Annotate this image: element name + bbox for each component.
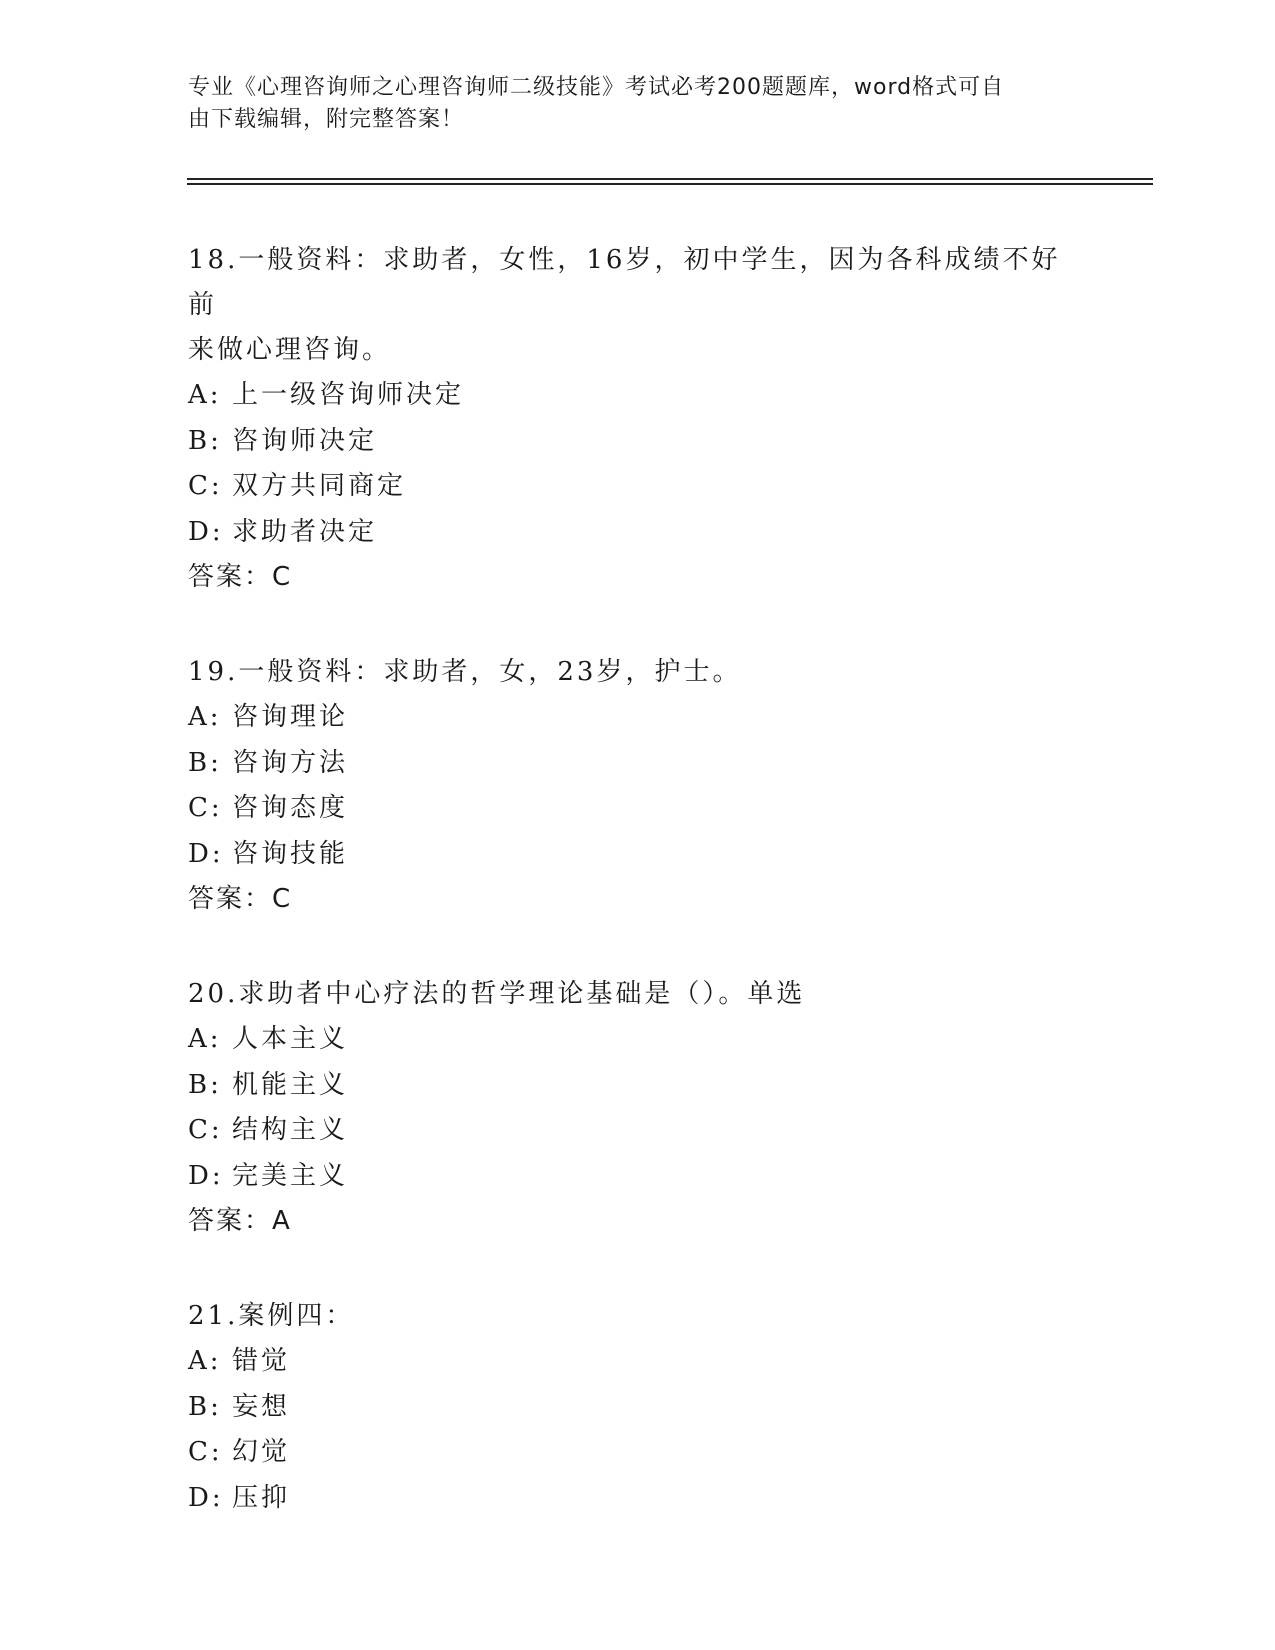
option-a <box>188 1339 1088 1385</box>
question-18 <box>188 238 1088 600</box>
option-label: C: <box>188 471 223 501</box>
document-header <box>188 72 1088 136</box>
option-label: D: <box>188 1482 224 1513</box>
question-19 <box>188 650 1088 922</box>
question-number: 19. <box>188 657 239 687</box>
question-text-line-1: 案例四： <box>238 1301 355 1331</box>
option-label: C: <box>188 1437 223 1467</box>
question-21 <box>188 1294 1088 1521</box>
option-text: 咨询方法 <box>232 747 349 778</box>
option-text: 咨询技能 <box>232 838 349 869</box>
option-c <box>188 786 1088 832</box>
option-b <box>188 1385 1088 1431</box>
option-text: 双方共同商定 <box>232 471 407 501</box>
question-number: 21. <box>188 1301 239 1331</box>
option-c <box>188 1430 1088 1476</box>
answer-prefix: 答案： <box>188 1206 273 1236</box>
option-a <box>188 1017 1088 1063</box>
header-line-2: 由下载编辑，附完整答案！ <box>188 107 465 132</box>
question-text-line-1: 求助者中心疗法的哲学理论基础是（）。单选 <box>238 979 806 1009</box>
answer-prefix: 答案： <box>188 562 273 592</box>
option-c <box>188 464 1088 510</box>
option-label: A: <box>188 380 222 410</box>
header-divider-top <box>187 178 1153 180</box>
question-number: 18. <box>188 245 239 275</box>
option-d <box>188 1154 1088 1200</box>
answer-line <box>188 555 1088 600</box>
option-text: 咨询理论 <box>232 702 349 732</box>
option-label: B: <box>188 425 222 456</box>
option-label: B: <box>188 1069 222 1100</box>
option-text: 人本主义 <box>232 1024 349 1054</box>
option-a <box>188 373 1088 419</box>
option-text: 幻觉 <box>232 1437 291 1467</box>
option-text: 求助者决定 <box>232 516 378 547</box>
option-text: 完美主义 <box>232 1160 349 1191</box>
option-label: A: <box>188 1346 222 1376</box>
question-text-line-1: 一般资料：求助者，女，23岁，护士。 <box>238 657 742 687</box>
option-label: B: <box>188 1391 222 1422</box>
option-c <box>188 1108 1088 1154</box>
answer-value: C <box>272 562 293 592</box>
answer-prefix: 答案： <box>188 884 273 914</box>
option-label: C: <box>188 1115 223 1145</box>
option-text: 压抑 <box>232 1482 291 1513</box>
option-text: 上一级咨询师决定 <box>232 380 465 410</box>
question-text-line-1: 一般资料：求助者，女性，16岁，初中学生，因为各科成绩不好前 <box>188 245 1061 320</box>
question-text-line-2: 来做心理咨询。 <box>188 335 392 365</box>
option-d <box>188 510 1088 556</box>
option-text: 错觉 <box>232 1346 291 1376</box>
option-text: 机能主义 <box>232 1069 349 1100</box>
option-text: 咨询态度 <box>232 793 349 823</box>
header-divider-bottom <box>187 183 1153 185</box>
option-label: C: <box>188 793 223 823</box>
option-text: 结构主义 <box>232 1115 349 1145</box>
option-d <box>188 832 1088 878</box>
option-text: 妄想 <box>232 1391 291 1422</box>
option-label: A: <box>188 702 222 732</box>
question-text <box>188 972 1088 1017</box>
answer-value: C <box>272 884 293 914</box>
option-b <box>188 1063 1088 1109</box>
header-line-1: 专业《心理咨询师之心理咨询师二级技能》考试必考200题题库，word格式可自 <box>188 75 1005 100</box>
option-label: D: <box>188 838 224 869</box>
option-text: 咨询师决定 <box>232 425 378 456</box>
question-list <box>188 238 1088 1571</box>
option-b <box>188 419 1088 465</box>
option-label: D: <box>188 1160 224 1191</box>
question-number: 20. <box>188 979 239 1009</box>
answer-line <box>188 877 1088 922</box>
answer-value: A <box>272 1206 292 1236</box>
answer-line <box>188 1199 1088 1244</box>
option-a <box>188 695 1088 741</box>
option-label: A: <box>188 1024 222 1054</box>
question-20 <box>188 972 1088 1244</box>
option-b <box>188 741 1088 787</box>
question-text <box>188 650 1088 695</box>
option-label: D: <box>188 516 224 547</box>
option-label: B: <box>188 747 222 778</box>
option-d <box>188 1476 1088 1522</box>
question-text <box>188 238 1088 328</box>
question-text <box>188 1294 1088 1339</box>
